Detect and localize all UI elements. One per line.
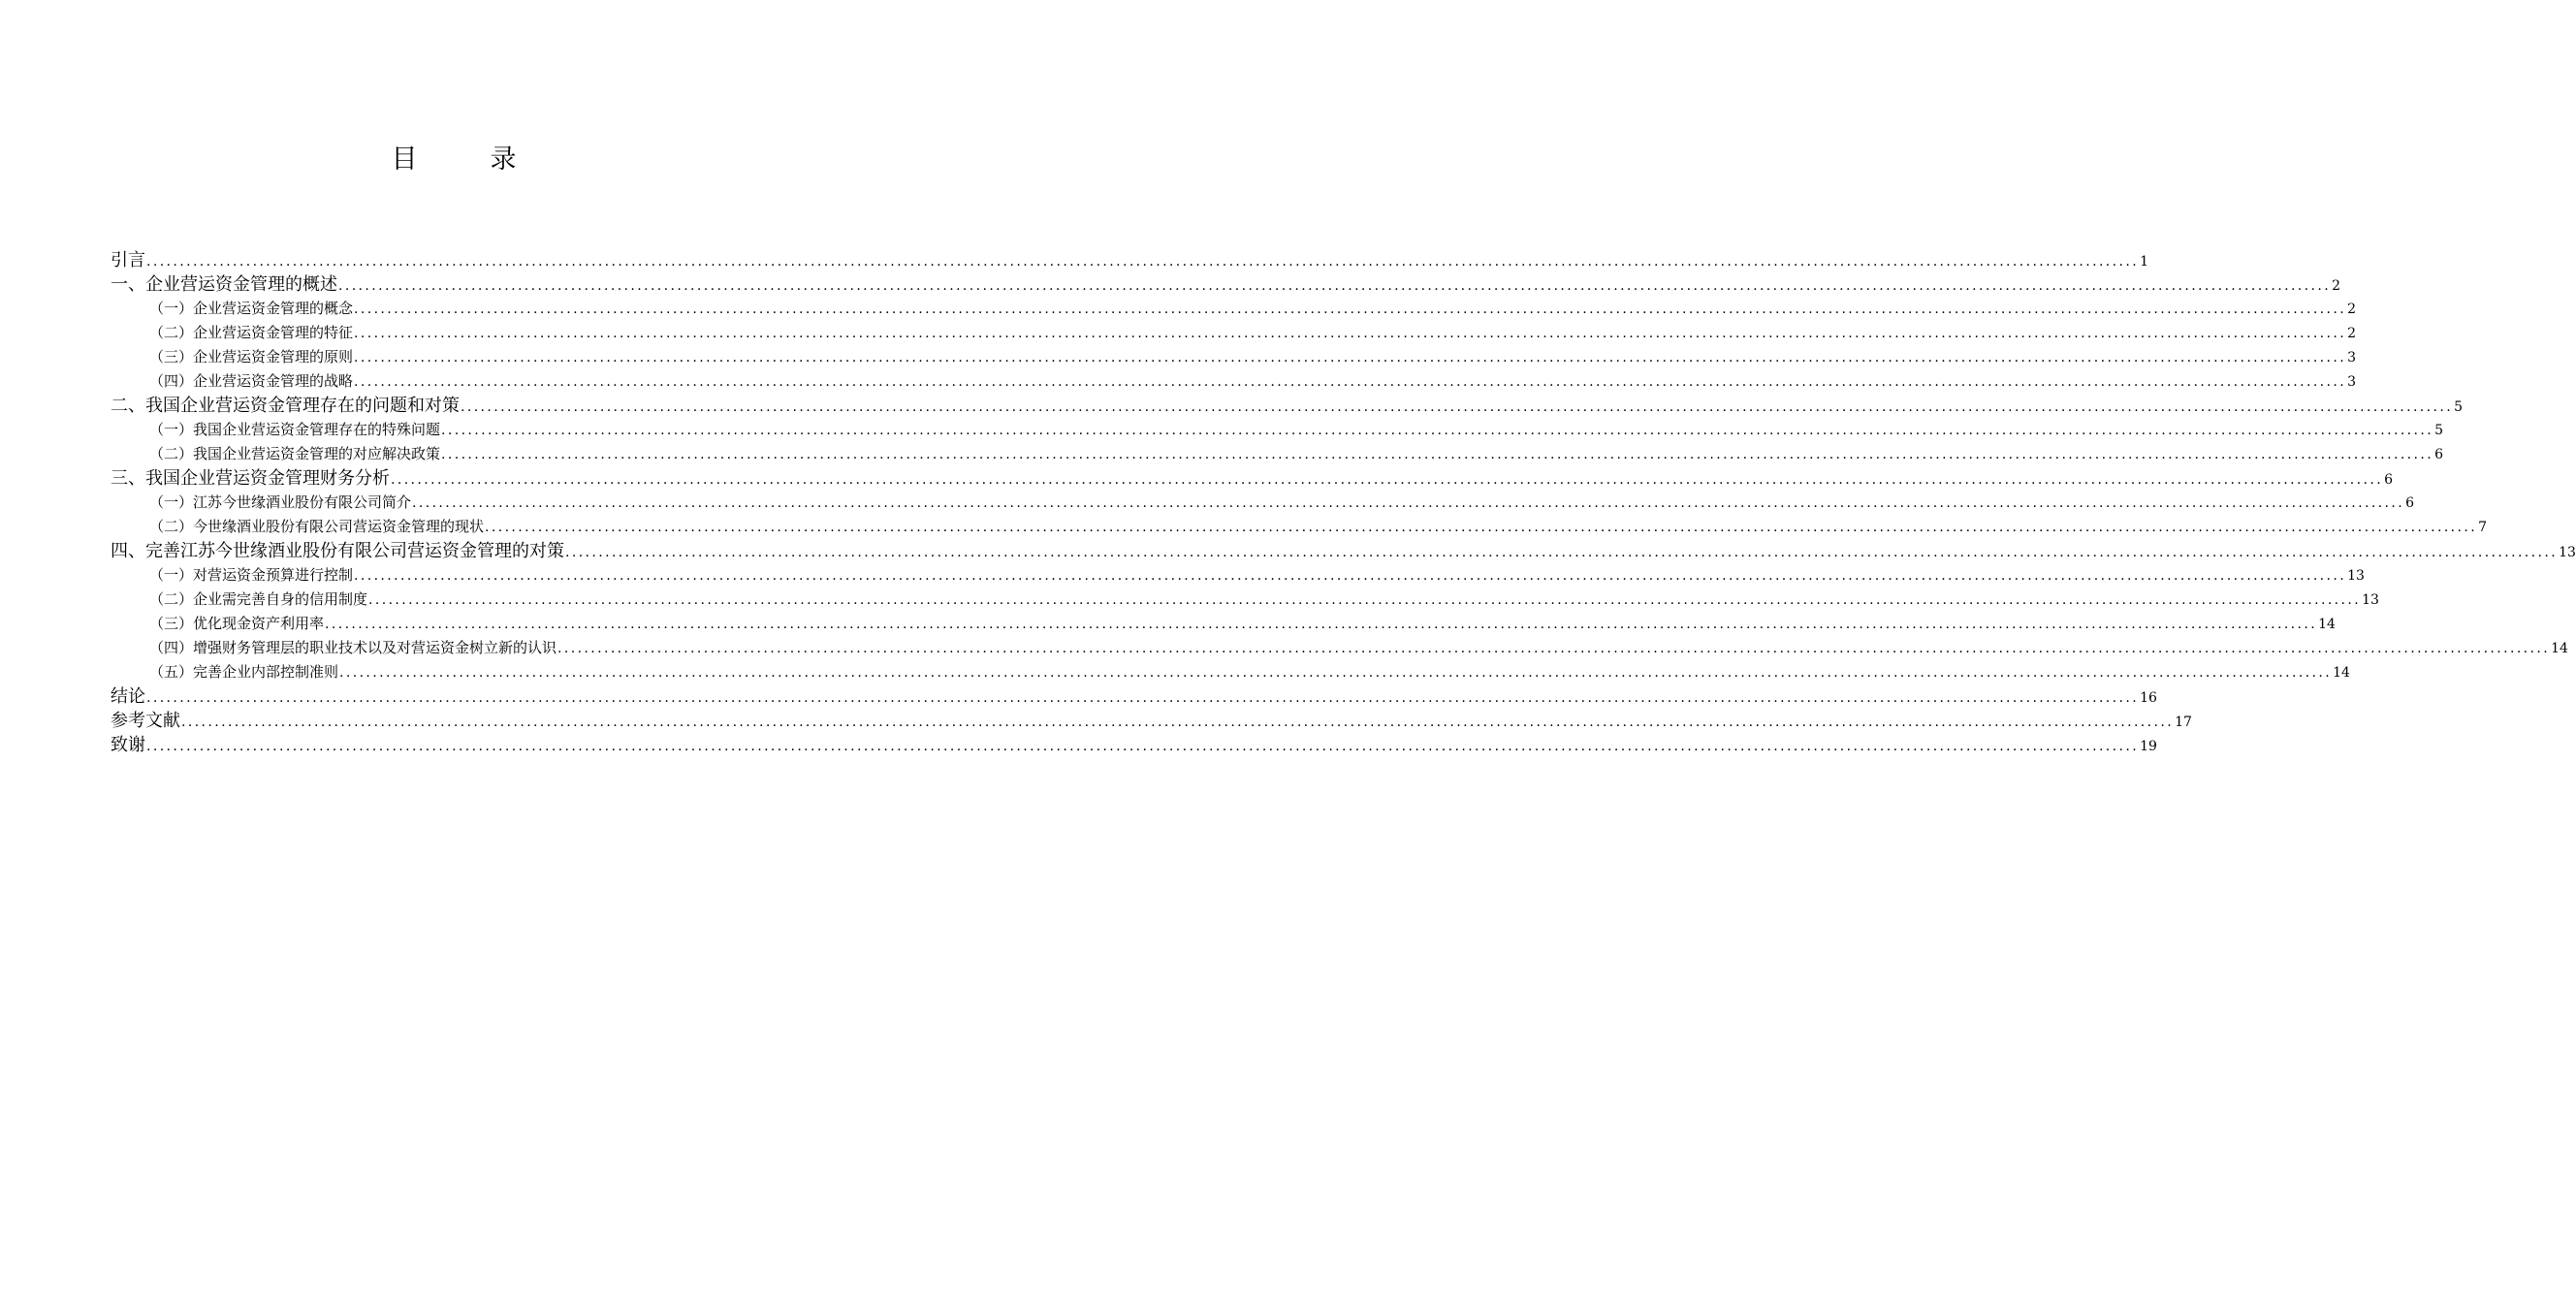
toc-page-number: 17 bbox=[2175, 715, 2192, 730]
toc-entry-label: （三）优化现金资产利用率 bbox=[149, 615, 325, 632]
toc-entry-label: （五）完善企业内部控制准则 bbox=[149, 663, 339, 681]
toc-section-entry bbox=[111, 442, 2443, 466]
toc-chapter-entry bbox=[111, 709, 2192, 733]
toc-page-number: 5 bbox=[2434, 423, 2443, 438]
toc-page-number: 2 bbox=[2347, 302, 2356, 317]
toc-entry-label: 结论 bbox=[111, 686, 145, 707]
toc-section-entry bbox=[111, 369, 2356, 394]
toc-page-number: 13 bbox=[2347, 568, 2365, 584]
toc-entry-label: 参考文献 bbox=[111, 711, 180, 731]
toc-dot-leader: ............................................................................................................................................................................................................................................................................................................ bbox=[485, 520, 2478, 535]
toc-section-entry bbox=[111, 345, 2356, 369]
toc-section-entry bbox=[111, 515, 2487, 539]
toc-entry-label: （二）今世缘酒业股份有限公司营运资金管理的现状 bbox=[149, 518, 485, 535]
toc-page-number: 14 bbox=[2333, 665, 2350, 681]
toc-section-entry bbox=[111, 612, 2336, 636]
toc-dot-leader: ............................................................................................................................................................................................................................................................................................................ bbox=[146, 690, 2140, 706]
toc-dot-leader: ............................................................................................................................................................................................................................................................................................................ bbox=[338, 278, 2332, 294]
toc-dot-leader: ............................................................................................................................................................................................................................................................................................................ bbox=[354, 350, 2347, 365]
toc-entry-label: （一）对营运资金预算进行控制 bbox=[149, 566, 354, 584]
toc-dot-leader: ............................................................................................................................................................................................................................................................................................................ bbox=[181, 715, 2175, 730]
toc-page-number: 16 bbox=[2140, 690, 2157, 706]
toc-chapter-entry bbox=[111, 466, 2393, 491]
toc-chapter-entry bbox=[111, 684, 2157, 709]
table-of-contents bbox=[111, 248, 2576, 757]
toc-chapter-entry bbox=[111, 539, 2576, 563]
toc-chapter-entry bbox=[111, 733, 2157, 757]
toc-page-number: 19 bbox=[2140, 739, 2157, 754]
toc-dot-leader: ............................................................................................................................................................................................................................................................................................................ bbox=[354, 568, 2347, 584]
toc-section-entry bbox=[111, 563, 2365, 588]
toc-page-number: 3 bbox=[2347, 374, 2356, 390]
toc-entry-label: 致谢 bbox=[111, 735, 145, 755]
toc-entry-label: （二）我国企业营运资金管理的对应解决政策 bbox=[149, 445, 441, 462]
toc-entry-label: （二）企业需完善自身的信用制度 bbox=[149, 590, 368, 608]
toc-page-number: 2 bbox=[2347, 326, 2356, 341]
toc-section-entry bbox=[111, 418, 2443, 442]
toc-dot-leader: ............................................................................................................................................................................................................................................................................................................ bbox=[354, 374, 2347, 390]
toc-section-entry bbox=[111, 588, 2379, 612]
toc-entry-label: （一）江苏今世缘酒业股份有限公司简介 bbox=[149, 493, 412, 511]
toc-section-entry bbox=[111, 636, 2568, 660]
toc-dot-leader: ............................................................................................................................................................................................................................................................................................................ bbox=[368, 592, 2362, 608]
toc-dot-leader: ............................................................................................................................................................................................................................................................................................................ bbox=[339, 665, 2333, 681]
toc-entry-label: 二、我国企业营运资金管理存在的问题和对策 bbox=[111, 396, 460, 416]
toc-entry-label: （一）我国企业营运资金管理存在的特殊问题 bbox=[149, 421, 441, 438]
toc-chapter-entry bbox=[111, 394, 2463, 418]
toc-section-entry bbox=[111, 321, 2356, 345]
toc-section-entry bbox=[111, 297, 2356, 321]
toc-dot-leader: ............................................................................................................................................................................................................................................................................................................ bbox=[412, 495, 2405, 511]
toc-page-number: 3 bbox=[2347, 350, 2356, 365]
toc-chapter-entry bbox=[111, 272, 2340, 297]
toc-entry-label: （二）企业营运资金管理的特征 bbox=[149, 324, 354, 341]
toc-page-number: 13 bbox=[2362, 592, 2379, 608]
toc-dot-leader: ............................................................................................................................................................................................................................................................................................................ bbox=[441, 423, 2434, 438]
toc-page-number: 14 bbox=[2318, 617, 2336, 632]
toc-dot-leader: ............................................................................................................................................................................................................................................................................................................ bbox=[441, 447, 2434, 462]
toc-dot-leader: ............................................................................................................................................................................................................................................................................................................ bbox=[557, 641, 2551, 656]
toc-section-entry bbox=[111, 491, 2414, 515]
toc-entry-label: （四）增强财务管理层的职业技术以及对营运资金树立新的认识 bbox=[149, 639, 557, 656]
toc-page-number: 6 bbox=[2434, 447, 2443, 462]
toc-page-number: 7 bbox=[2478, 520, 2487, 535]
toc-entry-label: （一）企业营运资金管理的概念 bbox=[149, 300, 354, 317]
toc-dot-leader: ............................................................................................................................................................................................................................................................................................................ bbox=[461, 399, 2454, 415]
toc-entry-label: 一、企业营运资金管理的概述 bbox=[111, 274, 337, 295]
toc-page-number: 5 bbox=[2454, 399, 2463, 415]
toc-dot-leader: ............................................................................................................................................................................................................................................................................................................ bbox=[354, 326, 2347, 341]
toc-entry-label: 三、我国企业营运资金管理财务分析 bbox=[111, 468, 390, 489]
toc-entry-label: 引言 bbox=[111, 250, 145, 270]
toc-page-number: 13 bbox=[2559, 545, 2576, 560]
toc-dot-leader: ............................................................................................................................................................................................................................................................................................................ bbox=[391, 472, 2384, 488]
toc-section-entry bbox=[111, 660, 2350, 684]
toc-chapter-entry bbox=[111, 248, 2148, 272]
toc-entry-label: 四、完善江苏今世缘酒业股份有限公司营运资金管理的对策 bbox=[111, 541, 564, 561]
toc-dot-leader: ............................................................................................................................................................................................................................................................................................................ bbox=[354, 302, 2347, 317]
toc-entry-label: （三）企业营运资金管理的原则 bbox=[149, 348, 354, 365]
toc-dot-leader: ............................................................................................................................................................................................................................................................................................................ bbox=[565, 545, 2559, 560]
toc-page-number: 6 bbox=[2405, 495, 2414, 511]
toc-title: 目 录 bbox=[391, 144, 540, 175]
toc-dot-leader: ............................................................................................................................................................................................................................................................................................................ bbox=[146, 254, 2140, 270]
toc-page-number: 1 bbox=[2140, 254, 2148, 270]
toc-page-number: 14 bbox=[2551, 641, 2568, 656]
toc-dot-leader: ............................................................................................................................................................................................................................................................................................................ bbox=[325, 617, 2318, 632]
toc-entry-label: （四）企业营运资金管理的战略 bbox=[149, 372, 354, 390]
toc-dot-leader: ............................................................................................................................................................................................................................................................................................................ bbox=[146, 739, 2140, 754]
toc-page-number: 6 bbox=[2384, 472, 2393, 488]
toc-page-number: 2 bbox=[2332, 278, 2340, 294]
